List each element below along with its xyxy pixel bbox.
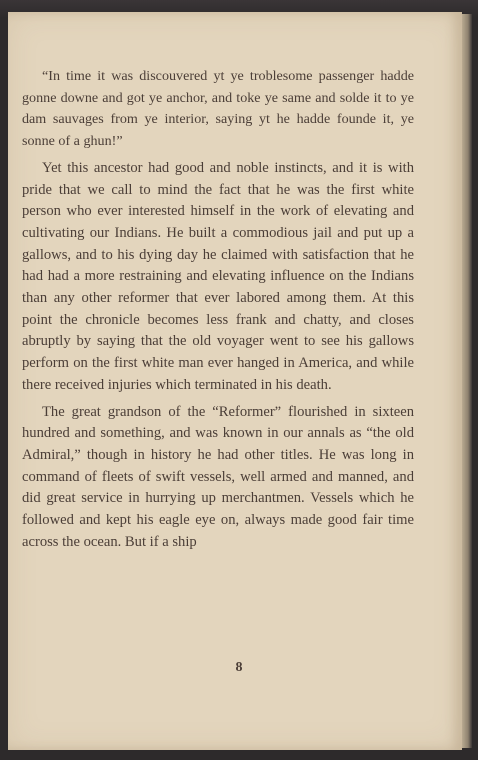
paragraph-ancestor: Yet this ancestor had good and noble instincts, and it is with pride that we call to mind the fact that he was the first white person who ever interested himself in the work of elevating and cultivating our Indians. He built a commodious jail and put up a gallows, and to his dying day he claimed with satisfaction that he had had a more restraining and elevating influence on the Indians than any other reformer that ever labored among them. At this point the chronicle becomes less frank and chatty, and closes abruptly by saying that the old voyager went to see his gallows perform on the first white man ever hanged in America, and while there received injuries which terminated in his death.: [22, 159, 414, 393]
body-text: [22, 66, 414, 553]
paragraph-admiral: The great grandson of the “Reformer” flourished in sixteen hundred and something, and was known in our annals as “the old Admiral,” though in history he had other titles. He was long in command of fleets of swift vessels, well armed and manned, and did great service in hurrying up merchantmen. Vessels which he followed and kept his eagle eye on, always made good fair time across the ocean. But if a ship: [22, 403, 414, 550]
quoted-paragraph: “In time it was discouvered yt ye troblesome passenger hadde gonne downe and got ye anchor, and toke ye same and solde it to ye dam sauvages from ye interior, saying yt he hadde founde it, ye sonne of a ghun!”: [22, 68, 414, 150]
page-edge: [462, 14, 472, 748]
page-number: 8: [235, 660, 243, 675]
